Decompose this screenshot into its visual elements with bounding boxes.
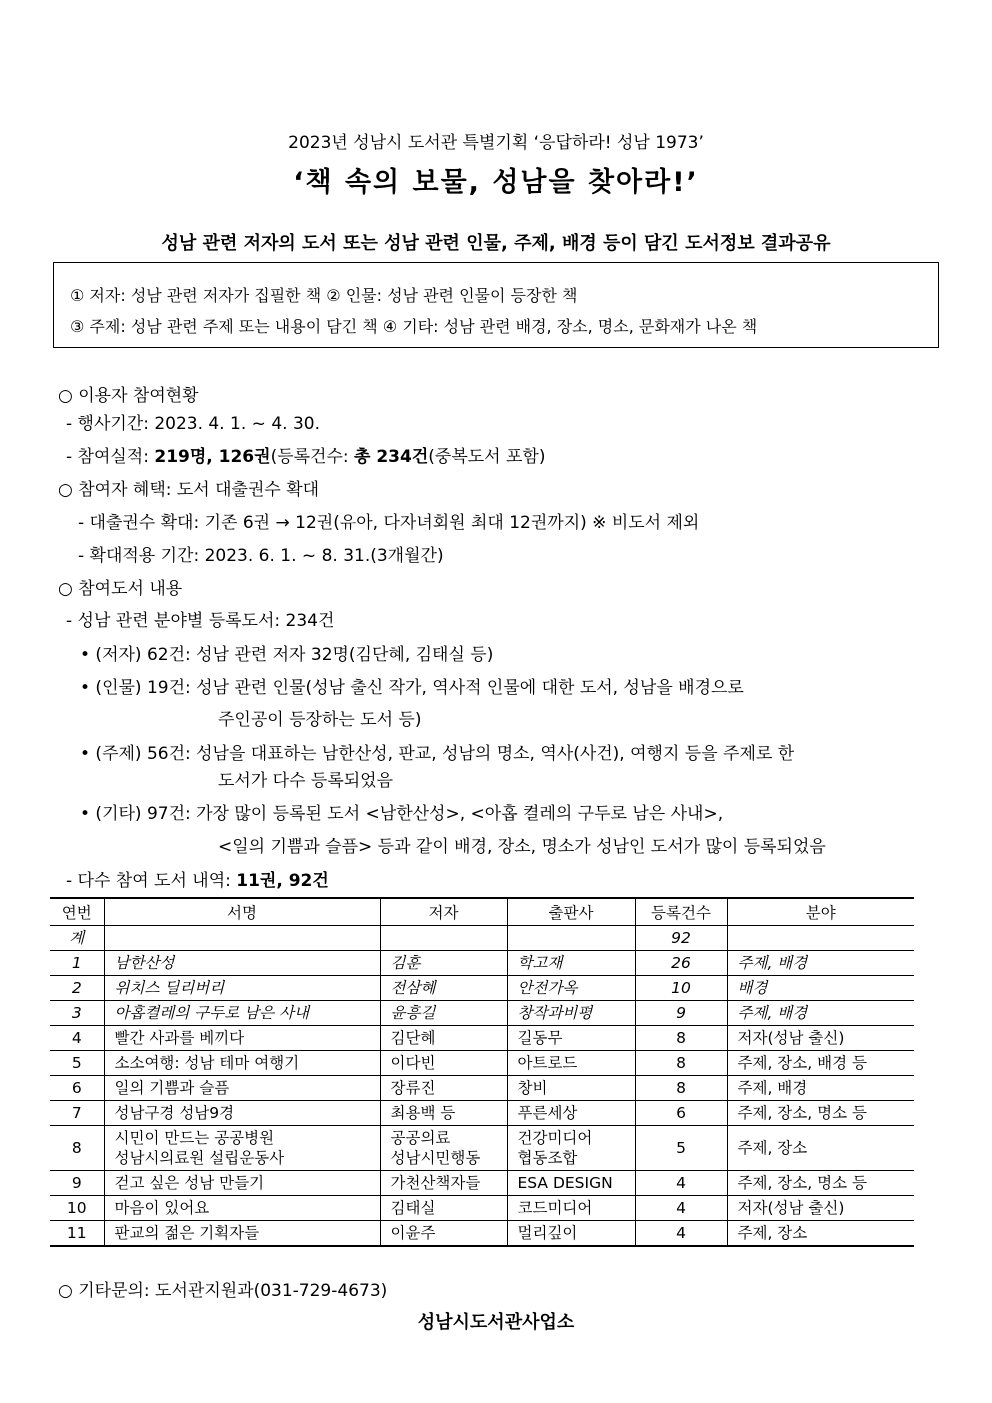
table-row [50, 1171, 914, 1196]
row-author: 이다빈 [380, 1051, 507, 1076]
row-title: 위치스 딜리버리 [104, 976, 380, 1001]
row-no: 8 [50, 1126, 104, 1171]
row-title: 마음이 있어요 [104, 1196, 380, 1221]
row-title: 빨간 사과를 베끼다 [104, 1026, 380, 1051]
row-count: 8 [635, 1051, 727, 1076]
row-count: 4 [635, 1221, 727, 1247]
row-author [380, 1126, 507, 1171]
row-count: 10 [635, 976, 727, 1001]
row-publisher-line-2: 협동조합 [517, 1149, 578, 1167]
issuer-name: 성남시도서관사업소 [417, 1312, 575, 1333]
header-publisher: 출판사 [507, 898, 635, 926]
row-field: 주제, 배경 [727, 1001, 914, 1026]
row-field: 주제, 장소, 배경 등 [727, 1051, 914, 1076]
row-publisher: 코드미디어 [507, 1196, 635, 1221]
row-author: 김훈 [380, 951, 507, 976]
row-count: 8 [635, 1026, 727, 1051]
row-title: 일의 기쁨과 슬픔 [104, 1076, 380, 1101]
total-label: 계 [50, 926, 104, 951]
row-publisher: ESA DESIGN [507, 1171, 635, 1196]
results-bold-2: 총 234건 [354, 447, 429, 467]
header-title: 서명 [104, 898, 380, 926]
row-no: 2 [50, 976, 104, 1001]
row-title-line-1: 시민이 만드는 공공병원 [114, 1129, 275, 1147]
header-field: 분야 [727, 898, 914, 926]
row-author: 최용백 등 [380, 1101, 507, 1126]
table-row [50, 1196, 914, 1221]
contents-person-1: • (인물) 19건: 성남 관련 인물(성남 출신 작가, 역사적 인물에 대한 도서, 성남을 배경으로 [80, 678, 744, 698]
main-title: ‘책 속의 보물, 성남을 찾아라!’ [293, 167, 699, 198]
row-title: 판교의 젊은 기획자들 [104, 1221, 380, 1247]
table-row [50, 1101, 914, 1126]
row-no: 11 [50, 1221, 104, 1247]
contents-theme-1: • (주제) 56건: 성남을 대표하는 남한산성, 판교, 성남의 명소, 역사(사건), 여행지 등을 주제로 한 [80, 744, 795, 764]
total-cell [104, 926, 380, 951]
row-publisher: 학고재 [507, 951, 635, 976]
contents-theme-2: 도서가 다수 등록되었음 [218, 771, 394, 791]
row-count: 4 [635, 1171, 727, 1196]
table-row [50, 1126, 914, 1171]
row-field: 저자(성남 출신) [727, 1196, 914, 1221]
contents-etc-2: <일의 기쁨과 슬픔> 등과 같이 배경, 장소, 명소가 성남인 도서가 많이 등록되었음 [218, 837, 826, 857]
row-field: 주제, 배경 [727, 1076, 914, 1101]
row-author-line-1: 공공의료 [390, 1129, 451, 1147]
table-row [50, 976, 914, 1001]
row-no: 9 [50, 1171, 104, 1196]
row-title: 남한산성 [104, 951, 380, 976]
criteria-line-1: ① 저자: 성남 관련 저자가 집필한 책 ② 인물: 성남 관련 인물이 등장한 책 [70, 286, 578, 305]
row-author: 가천산책자들 [380, 1171, 507, 1196]
row-no: 4 [50, 1026, 104, 1051]
row-publisher: 창작과비평 [507, 1001, 635, 1026]
table-row [50, 951, 914, 976]
row-field: 주제, 배경 [727, 951, 914, 976]
contents-registered: - 성남 관련 분야별 등록도서: 234건 [66, 611, 335, 631]
row-field: 저자(성남 출신) [727, 1026, 914, 1051]
row-no: 6 [50, 1076, 104, 1101]
row-title [104, 1126, 380, 1171]
table-row [50, 1221, 914, 1247]
participation-results [66, 442, 545, 467]
contents-etc-1: • (기타) 97건: 가장 많이 등록된 도서 <남한산성>, <아홉 켤레의 구두로 남은 사내>, [80, 804, 724, 824]
row-count: 9 [635, 1001, 727, 1026]
row-count: 6 [635, 1101, 727, 1126]
results-suffix: (중복도서 포함) [428, 447, 546, 467]
results-bold-1: 219명, 126권 [154, 447, 271, 467]
row-title: 걷고 싶은 성남 만들기 [104, 1171, 380, 1196]
row-field: 주제, 장소 [727, 1221, 914, 1247]
row-no: 1 [50, 951, 104, 976]
row-publisher: 길동무 [507, 1026, 635, 1051]
row-publisher: 안전가옥 [507, 976, 635, 1001]
table-total-row [50, 926, 914, 951]
top-title: 2023년 성남시 도서관 특별기획 ‘응답하라! 성남 1973’ [288, 133, 704, 153]
total-cell [507, 926, 635, 951]
results-mid: (등록건수: [270, 447, 355, 467]
row-field: 주제, 장소 [727, 1126, 914, 1171]
multi-prefix: - 다수 참여 도서 내역: [66, 871, 237, 891]
benefit-heading: ○ 참여자 혜택: 도서 대출권수 확대 [58, 480, 320, 500]
row-author: 김태실 [380, 1196, 507, 1221]
results-prefix: - 참여실적: [66, 447, 155, 467]
row-publisher: 창비 [507, 1076, 635, 1101]
row-title: 성남구경 성남9경 [104, 1101, 380, 1126]
contents-multi [66, 866, 329, 891]
row-author-line-2: 성남시민행동 [390, 1149, 481, 1167]
row-field: 주제, 장소, 명소 등 [727, 1101, 914, 1126]
row-field: 주제, 장소, 명소 등 [727, 1171, 914, 1196]
contents-author: • (저자) 62건: 성남 관련 저자 32명(김단혜, 김태실 등) [80, 645, 494, 665]
row-publisher-line-1: 건강미디어 [517, 1129, 593, 1147]
table-row [50, 1026, 914, 1051]
book-table [50, 897, 914, 1247]
row-field: 배경 [727, 976, 914, 1001]
row-publisher [507, 1126, 635, 1171]
row-author: 전삼혜 [380, 976, 507, 1001]
event-period: - 행사기간: 2023. 4. 1. ~ 4. 30. [66, 414, 320, 434]
total-count: 92 [635, 926, 727, 951]
row-title: 아홉켤레의 구두로 남은 사내 [104, 1001, 380, 1026]
total-cell [727, 926, 914, 951]
header-author: 저자 [380, 898, 507, 926]
row-publisher: 아트로드 [507, 1051, 635, 1076]
row-no: 7 [50, 1101, 104, 1126]
total-cell [380, 926, 507, 951]
contents-person-2: 주인공이 등장하는 도서 등) [218, 710, 422, 730]
header-count: 등록건수 [635, 898, 727, 926]
row-author: 윤흥길 [380, 1001, 507, 1026]
row-author: 장류진 [380, 1076, 507, 1101]
row-count: 4 [635, 1196, 727, 1221]
row-no: 3 [50, 1001, 104, 1026]
row-count: 26 [635, 951, 727, 976]
row-publisher: 멀리깊이 [507, 1221, 635, 1247]
row-author: 김단혜 [380, 1026, 507, 1051]
row-count: 8 [635, 1076, 727, 1101]
row-title-line-2: 성남시의료원 설립운동사 [114, 1149, 285, 1167]
criteria-line-2: ③ 주제: 성남 관련 주제 또는 내용이 담긴 책 ④ 기타: 성남 관련 배경, 장소, 명소, 문화재가 나온 책 [70, 317, 758, 336]
contact-info: ○ 기타문의: 도서관지원과(031-729-4673) [58, 1281, 388, 1301]
row-count: 5 [635, 1126, 727, 1171]
header-no: 연번 [50, 898, 104, 926]
row-author: 이윤주 [380, 1221, 507, 1247]
row-no: 10 [50, 1196, 104, 1221]
benefit-line-1: - 대출권수 확대: 기존 6권 → 12권(유아, 다자녀회원 최대 12권까지) ※ 비도서 제외 [78, 513, 700, 533]
table-row [50, 1001, 914, 1026]
contents-heading: ○ 참여도서 내용 [58, 579, 183, 599]
row-publisher: 푸른세상 [507, 1101, 635, 1126]
criteria-box [53, 262, 939, 348]
row-no: 5 [50, 1051, 104, 1076]
row-title: 소소여행: 성남 테마 여행기 [104, 1051, 380, 1076]
multi-bold: 11권, 92건 [236, 871, 329, 891]
subtitle: 성남 관련 저자의 도서 또는 성남 관련 인물, 주제, 배경 등이 담긴 도서정보 결과공유 [161, 233, 831, 254]
table-row [50, 1051, 914, 1076]
table-header-row [50, 898, 914, 926]
participation-heading: ○ 이용자 참여현황 [58, 386, 199, 406]
benefit-line-2: - 확대적용 기간: 2023. 6. 1. ~ 8. 31.(3개월간) [78, 546, 444, 566]
table-row [50, 1076, 914, 1101]
